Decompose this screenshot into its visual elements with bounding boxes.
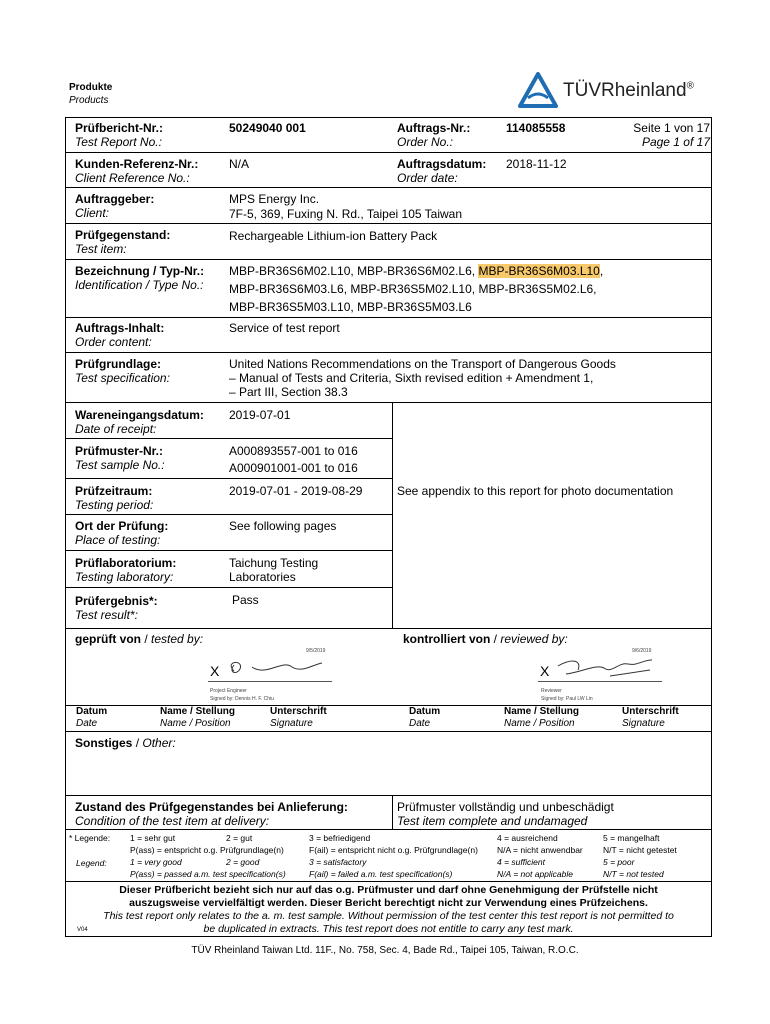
- footer-address: TÜV Rheinland Taiwan Ltd. 11F., No. 758, Sec. 4, Bade Rd., Taipei 105, Taiwan, R.O.C.: [191, 945, 579, 956]
- legend-r1-c2: 2 = gut: [226, 833, 253, 843]
- order-date-value: 2018-11-12: [506, 157, 567, 171]
- client-ref-label: Kunden-Referenz-Nr.: Client Reference No.:: [75, 157, 199, 185]
- appendix-note: See appendix to this report for photo documentation: [397, 484, 674, 498]
- disclaimer-de-1: Dieser Prüfbericht bezieht sich nur auf das o.g. Prüfmuster und darf ohne Genehmigung der Prüfstelle nicht: [119, 884, 658, 896]
- order-content-value: Service of test report: [229, 321, 340, 335]
- legend-r2-c2: F(ail) = entspricht nicht o.g. Prüfgrundlage(n): [309, 845, 478, 855]
- reviewed-role: Reviewer: [541, 688, 562, 694]
- legend-r2-c3: N/A = nicht anwendbar: [497, 845, 583, 855]
- legend-r4-c4: N/T = not tested: [603, 869, 664, 879]
- disclaimer-en-2: be duplicated in extracts. This test report does not entitle to carry any test mark.: [203, 923, 574, 935]
- reviewed-signature-scribble: [552, 654, 660, 682]
- identification-line-3: MBP-BR36S5M03.L10, MBP-BR36S5M03.L6: [229, 300, 472, 314]
- legend-r1-c1: 1 = sehr gut: [130, 833, 176, 843]
- client-ref-value: N/A: [229, 157, 250, 171]
- order-no-label: Auftrags-Nr.: Order No.:: [397, 121, 471, 149]
- tested-x-mark: X: [210, 663, 220, 679]
- page-number-en: Page 1 of 17: [641, 135, 710, 149]
- period-value: 2019-07-01 - 2019-08-29: [229, 484, 363, 498]
- tuv-logo: [518, 72, 558, 111]
- products-label-en: Products: [69, 95, 109, 106]
- condition-value: Prüfmuster vollständig und unbeschädigt Test item complete and undamaged: [397, 800, 614, 828]
- report-no-value: 50249040 001: [229, 121, 306, 135]
- tested-signed-by: Signed by: Dennis H. F. Chiu: [210, 696, 274, 702]
- identification-label: Bezeichnung / Typ-Nr.: Identification / Type No.:: [75, 264, 205, 292]
- legend-r1-c4: 4 = ausreichend: [497, 833, 558, 843]
- disclaimer-en-1: This test report only relates to the a. m. test sample. Without permission of the test center this test report is not permitted to: [103, 910, 674, 922]
- legend-r4-c3: N/A = not applicable: [497, 869, 573, 879]
- order-no-value: 114085558: [506, 121, 566, 135]
- right-name-header: Name / Stellung Name / Position: [504, 706, 580, 729]
- reviewed-by-label: kontrolliert von / reviewed by:: [403, 632, 568, 646]
- test-spec-label: Prüfgrundlage: Test specification:: [75, 357, 170, 385]
- period-label: Prüfzeitraum: Testing period:: [75, 484, 154, 512]
- lab-value-2: Laboratories: [229, 570, 296, 584]
- legend-r1-c3: 3 = befriedigend: [309, 833, 371, 843]
- legend-r3-c5: 5 = poor: [603, 857, 635, 867]
- reviewed-signed-by: Signed by: Paul LW Lin: [541, 696, 593, 702]
- sample-value-1: A000893557-001 to 016: [229, 444, 358, 458]
- result-label: Prüfergebnis*: Test result*:: [75, 594, 158, 622]
- reviewed-date: 9/6/2019: [632, 648, 652, 654]
- legend-r4-c1: P(ass) = passed a.m. test specification(s): [130, 869, 286, 879]
- test-spec-line-3: – Part III, Section 38.3: [229, 385, 348, 399]
- legend-r4-c2: F(ail) = failed a.m. test specification(s): [309, 869, 453, 879]
- tested-role: Project Engineer: [210, 688, 247, 694]
- legend-r3-c3: 3 = satisfactory: [309, 857, 367, 867]
- receipt-label: Wareneingangsdatum: Date of receipt:: [75, 408, 204, 436]
- sample-label: Prüfmuster-Nr.: Test sample No.:: [75, 444, 165, 472]
- tuv-triangle-icon: [518, 72, 558, 108]
- client-address: 7F-5, 369, Fuxing N. Rd., Taipei 105 Taiwan: [229, 207, 463, 221]
- disclaimer-de-2: auszugsweise vervielfältigt werden. Dieser Bericht berechtigt nicht zur Verwendung eines Prüfzeichens.: [129, 897, 648, 909]
- legend-r1-c5: 5 = mangelhaft: [603, 833, 660, 843]
- result-value: Pass: [232, 593, 259, 607]
- test-spec-line-1: United Nations Recommendations on the Transport of Dangerous Goods: [229, 357, 616, 371]
- left-date-header: Datum Date: [76, 706, 108, 729]
- tested-signature-scribble: [222, 655, 332, 681]
- tuv-logo-text: TÜVRheinland®: [563, 80, 694, 101]
- legend-r3-c2: 2 = good: [226, 857, 260, 867]
- receipt-value: 2019-07-01: [229, 408, 291, 422]
- tested-by-label: geprüft von / tested by:: [75, 632, 204, 646]
- highlighted-type-no: MBP-BR36S6M03.L10: [478, 264, 600, 278]
- version-label: V04: [77, 927, 88, 933]
- sample-value-2: A000901001-001 to 016: [229, 461, 358, 475]
- lab-value-1: Taichung Testing: [229, 556, 319, 570]
- legend-label-de: * Legende:: [69, 833, 111, 843]
- place-value: See following pages: [229, 519, 337, 533]
- condition-label: Zustand des Prüfgegenstandes bei Anlieferung: Condition of the test item at delivery:: [75, 800, 348, 828]
- left-signature-header: Unterschrift Signature: [270, 706, 327, 729]
- page-number-de: Seite 1 von 17: [633, 121, 710, 135]
- other-label: Sonstiges / Other:: [75, 736, 176, 750]
- legend-r2-c4: N/T = nicht getestet: [603, 845, 677, 855]
- products-label-de: Produkte: [69, 82, 113, 93]
- reviewed-x-mark: X: [540, 663, 550, 679]
- identification-line-1: MBP-BR36S6M02.L10, MBP-BR36S6M02.L6, MBP-BR36S6M03.L10,: [229, 264, 604, 278]
- identification-line-2: MBP-BR36S6M03.L6, MBP-BR36S5M02.L10, MBP-BR36S5M02.L6,: [229, 282, 597, 296]
- test-spec-line-2: – Manual of Tests and Criteria, Sixth revised edition + Amendment 1,: [229, 371, 594, 385]
- client-label: Auftraggeber: Client:: [75, 192, 155, 220]
- tested-date: 9/5/2019: [306, 648, 326, 654]
- legend-r2-c1: P(ass) = entspricht o.g. Prüfgrundlage(n): [130, 845, 284, 855]
- right-date-header: Datum Date: [409, 706, 441, 729]
- test-item-value: Rechargeable Lithium-ion Battery Pack: [229, 229, 438, 243]
- lab-label: Prüflaboratorium: Testing laboratory:: [75, 556, 177, 584]
- place-label: Ort der Prüfung: Place of testing:: [75, 519, 169, 547]
- right-signature-header: Unterschrift Signature: [622, 706, 679, 729]
- legend-label-en: Legend:: [76, 858, 107, 868]
- order-date-label: Auftragsdatum: Order date:: [397, 157, 487, 185]
- test-item-label: Prüfgegenstand: Test item:: [75, 228, 171, 256]
- order-content-label: Auftrags-Inhalt: Order content:: [75, 321, 165, 349]
- left-name-header: Name / Stellung Name / Position: [160, 706, 236, 729]
- report-no-label: Prüfbericht-Nr.: Test Report No.:: [75, 121, 164, 149]
- legend-r3-c4: 4 = sufficient: [497, 857, 545, 867]
- client-name: MPS Energy Inc.: [229, 192, 320, 206]
- legend-r3-c1: 1 = very good: [130, 857, 182, 867]
